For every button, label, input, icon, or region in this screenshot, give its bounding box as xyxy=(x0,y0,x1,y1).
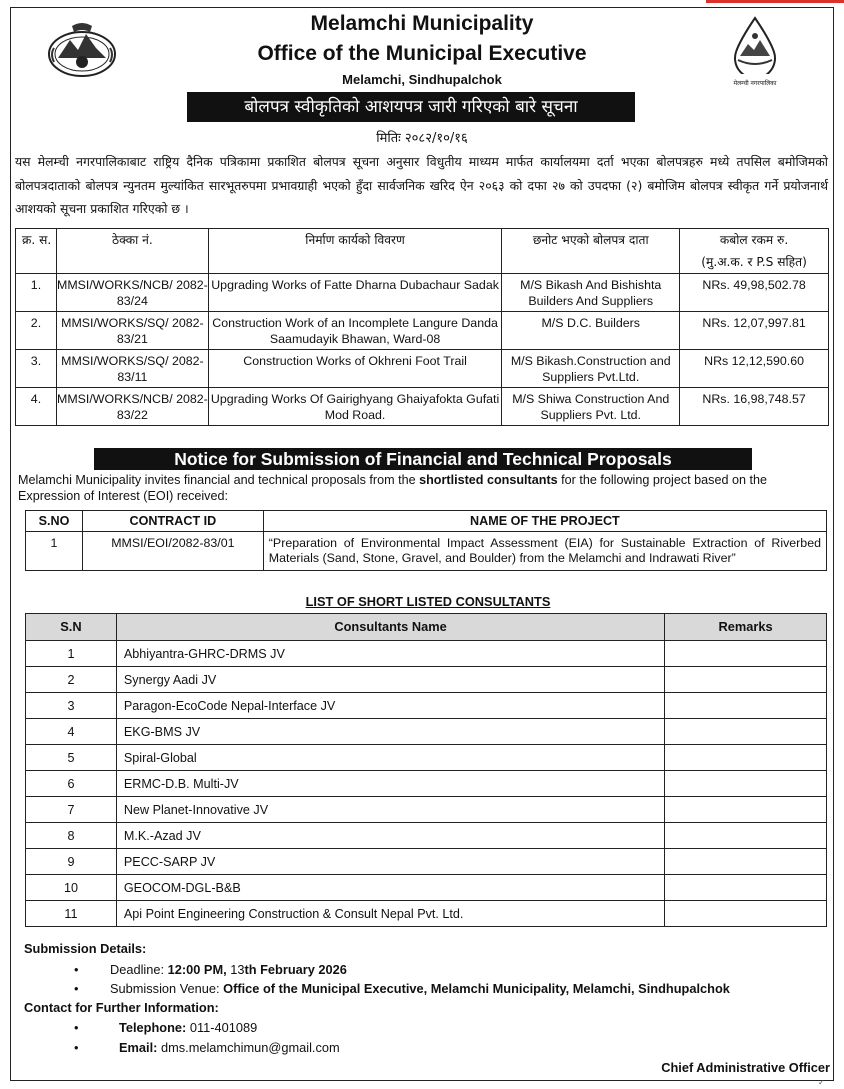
bullet-icon: • xyxy=(74,962,79,977)
intent-notice-banner: बोलपत्र स्वीकृतिको आशयपत्र जारी गरिएको बारे सूचना xyxy=(187,92,635,122)
notice-date: मितिः २०८२/१०/१६ xyxy=(376,131,468,146)
bid-table-header xyxy=(16,229,829,274)
consultant-name: New Planet-Innovative JV xyxy=(116,797,664,823)
consultant-remarks xyxy=(665,745,827,771)
consultant-name: EKG-BMS JV xyxy=(116,719,664,745)
consultant-sn: 10 xyxy=(26,875,117,901)
consultant-name: GEOCOM-DGL-B&B xyxy=(116,875,664,901)
top-red-mark xyxy=(706,0,844,3)
row-bidder: M/S Bikash And Bishishta Builders And Suppliers xyxy=(502,274,680,312)
consultant-name: Spiral-Global xyxy=(116,745,664,771)
row-desc: Construction Work of an Incomplete Langure Danda Saamudayik Bhawan, Ward-08 xyxy=(208,312,501,350)
header-contract-id: CONTRACT ID xyxy=(82,511,263,532)
signature-title: Chief Administrative Officer xyxy=(661,1060,830,1075)
corner-tick-icon: ✓ xyxy=(818,1078,825,1087)
header-remarks: Remarks xyxy=(665,614,827,641)
municipality-title: Melamchi Municipality xyxy=(310,12,534,35)
consultant-sn: 11 xyxy=(26,901,117,927)
row-amount: NRs. 49,98,502.78 xyxy=(680,274,829,312)
row-amount: NRs 12,12,590.60 xyxy=(680,350,829,388)
consultant-name: Synergy Aadi JV xyxy=(116,667,664,693)
table-row xyxy=(26,771,827,797)
english-intro-paragraph xyxy=(18,473,830,504)
project-contract-id: MMSI/EOI/2082-83/01 xyxy=(82,532,263,571)
consultant-remarks xyxy=(665,667,827,693)
consultant-sn: 5 xyxy=(26,745,117,771)
header-consultant-name: Consultants Name xyxy=(116,614,664,641)
consultant-name: Abhiyantra-GHRC-DRMS JV xyxy=(116,641,664,667)
table-row xyxy=(26,823,827,849)
header-project-name: NAME OF THE PROJECT xyxy=(263,511,826,532)
header-bid-amount-line2: (मु.अ.क. र P.S सहित) xyxy=(701,255,807,269)
project-name: “Preparation of Environmental Impact Assessment (EIA) for Sustainable Extraction of Riverbed Materials (Sand, Stone, Gravel, and Boulder) from the Melamchi and Indrawati River” xyxy=(263,532,826,571)
deadline-text xyxy=(110,962,347,977)
intro-text-pre: Melamchi Municipality invites financial and technical proposals from the xyxy=(18,473,420,487)
submission-details-heading: Submission Details: xyxy=(24,941,147,956)
row-bidder: M/S Bikash.Construction and Suppliers Pvt.Ltd. xyxy=(502,350,680,388)
row-sn: 1. xyxy=(16,274,57,312)
venue-text xyxy=(110,981,730,996)
project-table xyxy=(25,510,827,571)
deadline-label: Deadline: xyxy=(110,962,168,977)
header-sno: S.NO xyxy=(26,511,83,532)
table-row xyxy=(26,797,827,823)
consultant-sn: 2 xyxy=(26,667,117,693)
row-desc: Upgrading Works of Fatte Dharna Dubachaur Sadak xyxy=(208,274,501,312)
telephone-label: Telephone: xyxy=(119,1020,187,1035)
row-contract: MMSI/WORKS/NCB/ 2082-83/22 xyxy=(56,388,208,426)
contact-heading: Contact for Further Information: xyxy=(24,1000,219,1015)
row-sn: 4. xyxy=(16,388,57,426)
header-sn: क्र. स. xyxy=(16,229,57,274)
row-contract: MMSI/WORKS/NCB/ 2082-83/24 xyxy=(56,274,208,312)
consultant-name: Paragon-EcoCode Nepal-Interface JV xyxy=(116,693,664,719)
nepali-intro-paragraph: यस मेलम्ची नगरपालिकाबाट राष्ट्रिय दैनिक पत्रिकामा प्रकाशित बोलपत्र सूचना अनुसार विधुतीय माध्यम मार्फत कार्यालयमा दर्ता भएका बोलपत्रहरु मध्ये तपसिल बमोजिमको बोलपत्रदाताको बोलपत्र न्युनतम मुल्यांकित सारभूतरुपमा प्रभावग्राही भएको हुँदा सार्वजनिक खरिद ऐन २०६३ को दफा २७ को उपदफा (२) बमोजिम बोलपत्र स्वीकृत गर्ने प्रयोजनार्थ आशयको सूचना प्रकाशित गरिएको छ । xyxy=(15,154,828,216)
consultant-sn: 7 xyxy=(26,797,117,823)
table-row xyxy=(16,388,829,426)
telephone-text xyxy=(119,1020,257,1035)
consultant-remarks xyxy=(665,823,827,849)
venue-label: Submission Venue: xyxy=(110,981,224,996)
consultants-list-title: LIST OF SHORT LISTED CONSULTANTS xyxy=(305,594,551,609)
consultant-remarks xyxy=(665,771,827,797)
consultant-remarks xyxy=(665,875,827,901)
consultant-name: PECC-SARP JV xyxy=(116,849,664,875)
deadline-time: 12:00 PM, xyxy=(167,962,227,977)
intro-text-bold: shortlisted consultants xyxy=(419,473,558,487)
bullet-icon: • xyxy=(74,1020,79,1035)
location-subtitle: Melamchi, Sindhupalchok xyxy=(342,72,502,87)
consultants-table-header xyxy=(26,614,827,641)
consultant-remarks xyxy=(665,719,827,745)
consultant-sn: 6 xyxy=(26,771,117,797)
header-bid-amount xyxy=(680,229,829,274)
row-desc: Upgrading Works Of Gairighyang Ghaiyafokta Gufati Mod Road. xyxy=(208,388,501,426)
row-amount: NRs. 12,07,997.81 xyxy=(680,312,829,350)
bullet-icon: • xyxy=(74,981,79,996)
table-row xyxy=(26,532,827,571)
table-row xyxy=(26,875,827,901)
row-contract: MMSI/WORKS/SQ/ 2082-83/21 xyxy=(56,312,208,350)
row-desc: Construction Works of Okhreni Foot Trail xyxy=(208,350,501,388)
logo-caption: मेलम्ची नगरपालिका xyxy=(733,80,777,87)
project-table-header xyxy=(26,511,827,532)
table-row xyxy=(26,693,827,719)
table-row xyxy=(26,667,827,693)
consultant-sn: 8 xyxy=(26,823,117,849)
project-sno: 1 xyxy=(26,532,83,571)
row-bidder: M/S D.C. Builders xyxy=(502,312,680,350)
table-row xyxy=(16,312,829,350)
consultants-table xyxy=(25,613,827,927)
table-row xyxy=(16,350,829,388)
consultant-remarks xyxy=(665,797,827,823)
intro-text-post: for the following project based on the Expression of Interest (EOI) received: xyxy=(18,473,767,503)
venue-value: Office of the Municipal Executive, Melamchi Municipality, Melamchi, Sindhupalchok xyxy=(223,981,730,996)
email-value: dms.melamchimun@gmail.com xyxy=(157,1040,340,1055)
consultant-sn: 1 xyxy=(26,641,117,667)
header-bid-amount-line1: कबोल रकम रु. xyxy=(719,233,789,247)
consultant-remarks xyxy=(665,641,827,667)
deadline-day: 13 xyxy=(226,962,245,977)
consultant-name: Api Point Engineering Construction & Consult Nepal Pvt. Ltd. xyxy=(116,901,664,927)
table-row xyxy=(26,901,827,927)
table-row xyxy=(26,719,827,745)
deadline-date: th February 2026 xyxy=(244,962,347,977)
header-contract-no: ठेक्का नं. xyxy=(56,229,208,274)
consultant-sn: 3 xyxy=(26,693,117,719)
consultant-sn: 4 xyxy=(26,719,117,745)
row-sn: 3. xyxy=(16,350,57,388)
consultant-remarks xyxy=(665,849,827,875)
bullet-icon: • xyxy=(74,1040,79,1055)
header-sn: S.N xyxy=(26,614,117,641)
consultant-name: M.K.-Azad JV xyxy=(116,823,664,849)
proposal-notice-banner: Notice for Submission of Financial and Technical Proposals xyxy=(94,448,752,470)
bid-acceptance-table xyxy=(15,228,829,426)
consultant-sn: 9 xyxy=(26,849,117,875)
row-contract: MMSI/WORKS/SQ/ 2082-83/11 xyxy=(56,350,208,388)
table-row xyxy=(16,274,829,312)
email-text xyxy=(119,1040,340,1055)
consultant-remarks xyxy=(665,693,827,719)
telephone-value: 011-401089 xyxy=(186,1020,258,1035)
office-title: Office of the Municipal Executive xyxy=(257,42,587,65)
header-selected-bidder: छनोट भएको बोलपत्र दाता xyxy=(502,229,680,274)
consultant-remarks xyxy=(665,901,827,927)
row-bidder: M/S Shiwa Construction And Suppliers Pvt. Ltd. xyxy=(502,388,680,426)
row-amount: NRs. 16,98,748.57 xyxy=(680,388,829,426)
header-work-description: निर्माण कार्यको विवरण xyxy=(208,229,501,274)
table-row xyxy=(26,641,827,667)
row-sn: 2. xyxy=(16,312,57,350)
table-row xyxy=(26,849,827,875)
email-label: Email: xyxy=(119,1040,158,1055)
consultant-name: ERMC-D.B. Multi-JV xyxy=(116,771,664,797)
table-row xyxy=(26,745,827,771)
